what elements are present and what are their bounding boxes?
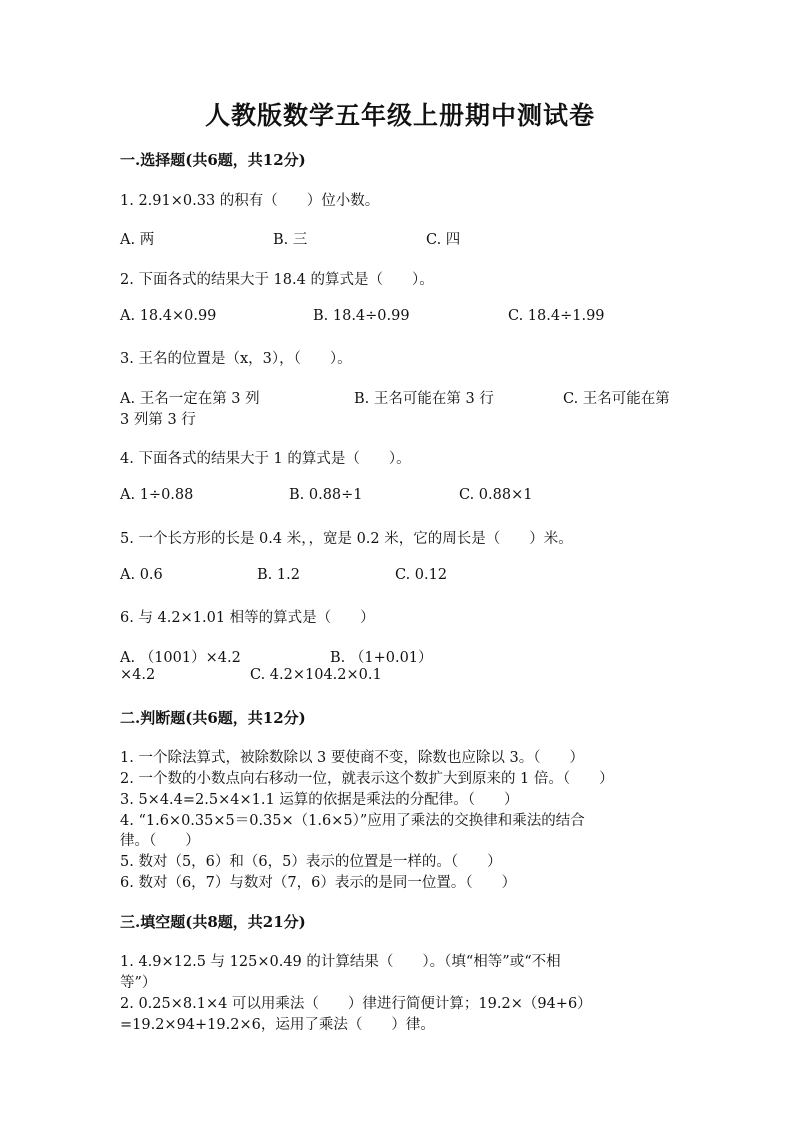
option-c: C. 0.88×1 [459, 487, 533, 503]
option-c: C. 四 [426, 232, 461, 248]
question-stem: 5. 一个长方形的长是 0.4 米，，宽是 0.2 米，它的周长是（ ）米。 [120, 531, 573, 547]
option-b: B. （1+0.01） [330, 650, 433, 666]
question-stem: 4. 下面各式的结果大于 1 的算式是（ ）。 [120, 451, 411, 467]
option-b: B. 1.2 [257, 567, 300, 583]
option-c: C. 4.2×104.2×0.1 [250, 667, 382, 683]
option-b: B. 0.88÷1 [289, 487, 363, 503]
option-b: B. 三 [273, 232, 308, 248]
option-b: B. 18.4÷0.99 [313, 308, 410, 324]
question-stem: 1. 2.91×0.33 的积有（ ）位小数。 [120, 193, 380, 209]
judgment-item: 5. 数对（5，6）和（6，5）表示的位置是一样的。（ ） [120, 854, 502, 870]
judgment-item: 4. “1.6×0.35×5＝0.35×（1.6×5）”应用了乘法的交换律和乘法的结合 [120, 813, 585, 829]
fill-item-continued: 等”） [120, 975, 157, 991]
option-c-continued: 3 列第 3 行 [120, 412, 196, 428]
option-b: B. 王名可能在第 3 行 [354, 391, 494, 407]
section-heading-fill-blank: 三.填空题(共8题，共21分) [120, 913, 306, 931]
fill-item: 2. 0.25×8.1×4 可以用乘法（ ）律进行简便计算；19.2×（94+6） [120, 996, 592, 1012]
option-a: A. 王名一定在第 3 列 [120, 391, 260, 407]
judgment-item: 6. 数对（6，7）与数对（7，6）表示的是同一位置。（ ） [120, 875, 517, 891]
judgment-item: 2. 一个数的小数点向右移动一位，就表示这个数扩大到原来的 1 倍。（ ） [120, 771, 614, 787]
question-stem: 3. 王名的位置是（x，3），（ ）。 [120, 351, 352, 367]
option-c: C. 王名可能在第 [563, 391, 670, 407]
judgment-item: 1. 一个除法算式，被除数除以 3 要使商不变，除数也应除以 3。（ ） [120, 750, 584, 766]
section-heading-judgment: 二.判断题(共6题，共12分) [120, 709, 306, 727]
option-c: C. 0.12 [395, 567, 448, 583]
option-a: A. 两 [120, 232, 155, 248]
judgment-item: 3. 5×4.4=2.5×4×1.1 运算的依据是乘法的分配律。（ ） [120, 792, 519, 808]
option-a: A. 18.4×0.99 [120, 308, 217, 324]
page-title: 人教版数学五年级上册期中测试卷 [204, 101, 595, 130]
fill-item-continued: =19.2×94+19.2×6，运用了乘法（ ）律。 [120, 1017, 435, 1033]
question-stem: 2. 下面各式的结果大于 18.4 的算式是（ ）。 [120, 272, 434, 288]
question-stem: 6. 与 4.2×1.01 相等的算式是（ ） [120, 610, 375, 626]
option-a: A. 0.6 [120, 567, 163, 583]
option-a: A. 1÷0.88 [120, 487, 194, 503]
judgment-item-continued: 律。（ ） [120, 833, 200, 849]
option-b-continued: ×4.2 [120, 667, 156, 683]
option-a: A. （1001）×4.2 [120, 650, 241, 666]
section-heading-choice: 一.选择题(共6题，共12分) [120, 151, 306, 169]
option-c: C. 18.4÷1.99 [508, 308, 605, 324]
fill-item: 1. 4.9×12.5 与 125×0.49 的计算结果（ ）。（填“相等”或“不相 [120, 954, 561, 970]
